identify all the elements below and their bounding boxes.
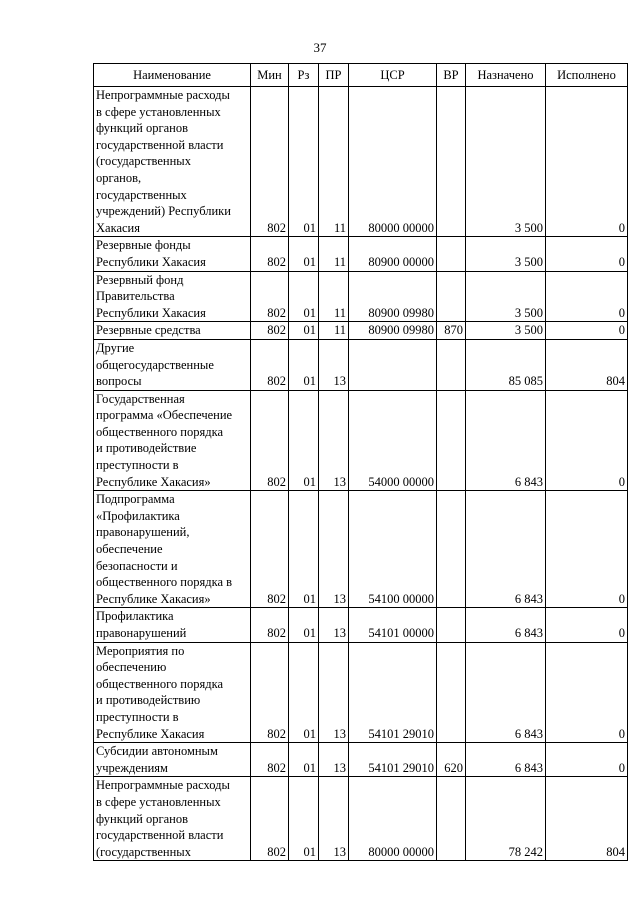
table-header-row bbox=[94, 64, 628, 87]
cell-min: 802 bbox=[251, 339, 289, 390]
cell-csr: 54101 00000 bbox=[349, 608, 437, 642]
cell-executed: 0 bbox=[546, 608, 628, 642]
cell-min: 802 bbox=[251, 491, 289, 608]
cell-pr: 11 bbox=[319, 87, 349, 237]
page-number: 37 bbox=[313, 40, 327, 55]
header-vr: ВР bbox=[437, 64, 466, 87]
cell-assigned: 85 085 bbox=[466, 339, 546, 390]
cell-assigned: 3 500 bbox=[466, 322, 546, 340]
cell-min: 802 bbox=[251, 237, 289, 271]
cell-executed: 0 bbox=[546, 87, 628, 237]
cell-assigned: 6 843 bbox=[466, 642, 546, 743]
cell-assigned: 6 843 bbox=[466, 390, 546, 491]
cell-name: Резервный фонд Правительства Республики Хакасия bbox=[94, 271, 251, 322]
cell-vr: 870 bbox=[437, 322, 466, 340]
cell-csr bbox=[349, 339, 437, 390]
cell-assigned: 3 500 bbox=[466, 87, 546, 237]
cell-assigned: 6 843 bbox=[466, 608, 546, 642]
cell-name: Мероприятия по обеспечению общественного порядка и противодействию преступности в Республике Хакасия bbox=[94, 642, 251, 743]
cell-executed: 0 bbox=[546, 237, 628, 271]
cell-pr: 11 bbox=[319, 322, 349, 340]
header-csr: ЦСР bbox=[349, 64, 437, 87]
budget-table bbox=[93, 63, 628, 861]
cell-vr bbox=[437, 237, 466, 271]
table-row bbox=[94, 608, 628, 642]
cell-rz: 01 bbox=[289, 491, 319, 608]
cell-name: Непрограммные расходы в сфере установленных функций органов государственной власти (государственных bbox=[94, 777, 251, 861]
cell-assigned: 3 500 bbox=[466, 271, 546, 322]
cell-assigned: 6 843 bbox=[466, 491, 546, 608]
cell-vr bbox=[437, 339, 466, 390]
cell-min: 802 bbox=[251, 390, 289, 491]
cell-pr: 11 bbox=[319, 237, 349, 271]
cell-executed: 0 bbox=[546, 642, 628, 743]
cell-pr: 13 bbox=[319, 339, 349, 390]
cell-assigned: 6 843 bbox=[466, 743, 546, 777]
cell-name: Подпрограмма «Профилактика правонарушений, обеспечение безопасности и общественного порядка в Республике Хакасия» bbox=[94, 491, 251, 608]
cell-executed: 0 bbox=[546, 271, 628, 322]
cell-vr bbox=[437, 87, 466, 237]
table-row bbox=[94, 322, 628, 340]
cell-name: Государственная программа «Обеспечение общественного порядка и противодействие преступности в Республике Хакасия» bbox=[94, 390, 251, 491]
cell-rz: 01 bbox=[289, 271, 319, 322]
cell-executed: 0 bbox=[546, 322, 628, 340]
cell-vr bbox=[437, 491, 466, 608]
table-row bbox=[94, 271, 628, 322]
header-rz: Рз bbox=[289, 64, 319, 87]
cell-name: Профилактика правонарушений bbox=[94, 608, 251, 642]
cell-min: 802 bbox=[251, 87, 289, 237]
cell-vr bbox=[437, 608, 466, 642]
cell-min: 802 bbox=[251, 642, 289, 743]
table-row bbox=[94, 237, 628, 271]
table-row bbox=[94, 777, 628, 861]
cell-rz: 01 bbox=[289, 237, 319, 271]
cell-rz: 01 bbox=[289, 743, 319, 777]
cell-assigned: 3 500 bbox=[466, 237, 546, 271]
cell-name: Резервные фонды Республики Хакасия bbox=[94, 237, 251, 271]
cell-name: Непрограммные расходы в сфере установленных функций органов государственной власти (государственных органов, государственных учреждений) Республики Хакасия bbox=[94, 87, 251, 237]
cell-executed: 804 bbox=[546, 339, 628, 390]
cell-vr bbox=[437, 642, 466, 743]
table-row bbox=[94, 743, 628, 777]
cell-assigned: 78 242 bbox=[466, 777, 546, 861]
cell-executed: 0 bbox=[546, 491, 628, 608]
cell-name: Резервные средства bbox=[94, 322, 251, 340]
table-row bbox=[94, 491, 628, 608]
table-row bbox=[94, 87, 628, 237]
cell-csr: 54101 29010 bbox=[349, 743, 437, 777]
cell-rz: 01 bbox=[289, 390, 319, 491]
cell-vr bbox=[437, 777, 466, 861]
cell-vr: 620 bbox=[437, 743, 466, 777]
table-row bbox=[94, 390, 628, 491]
cell-pr: 13 bbox=[319, 642, 349, 743]
cell-min: 802 bbox=[251, 777, 289, 861]
cell-csr: 54100 00000 bbox=[349, 491, 437, 608]
cell-rz: 01 bbox=[289, 87, 319, 237]
header-executed: Исполнено bbox=[546, 64, 628, 87]
cell-csr: 80000 00000 bbox=[349, 87, 437, 237]
cell-pr: 13 bbox=[319, 491, 349, 608]
header-min: Мин bbox=[251, 64, 289, 87]
cell-name: Другие общегосударственные вопросы bbox=[94, 339, 251, 390]
cell-min: 802 bbox=[251, 608, 289, 642]
cell-rz: 01 bbox=[289, 642, 319, 743]
table-row bbox=[94, 339, 628, 390]
cell-csr: 54101 29010 bbox=[349, 642, 437, 743]
cell-rz: 01 bbox=[289, 339, 319, 390]
cell-csr: 80900 00000 bbox=[349, 237, 437, 271]
cell-pr: 11 bbox=[319, 271, 349, 322]
header-assigned: Назначено bbox=[466, 64, 546, 87]
cell-csr: 54000 00000 bbox=[349, 390, 437, 491]
cell-min: 802 bbox=[251, 743, 289, 777]
cell-vr bbox=[437, 271, 466, 322]
cell-rz: 01 bbox=[289, 608, 319, 642]
header-pr: ПР bbox=[319, 64, 349, 87]
cell-vr bbox=[437, 390, 466, 491]
cell-rz: 01 bbox=[289, 322, 319, 340]
header-name: Наименование bbox=[94, 64, 251, 87]
table-row bbox=[94, 642, 628, 743]
cell-pr: 13 bbox=[319, 390, 349, 491]
cell-name: Субсидии автономным учреждениям bbox=[94, 743, 251, 777]
cell-min: 802 bbox=[251, 322, 289, 340]
cell-pr: 13 bbox=[319, 743, 349, 777]
cell-csr: 80900 09980 bbox=[349, 322, 437, 340]
cell-executed: 0 bbox=[546, 390, 628, 491]
cell-executed: 0 bbox=[546, 743, 628, 777]
cell-rz: 01 bbox=[289, 777, 319, 861]
cell-executed: 804 bbox=[546, 777, 628, 861]
cell-csr: 80900 09980 bbox=[349, 271, 437, 322]
cell-csr: 80000 00000 bbox=[349, 777, 437, 861]
cell-pr: 13 bbox=[319, 777, 349, 861]
cell-pr: 13 bbox=[319, 608, 349, 642]
cell-min: 802 bbox=[251, 271, 289, 322]
